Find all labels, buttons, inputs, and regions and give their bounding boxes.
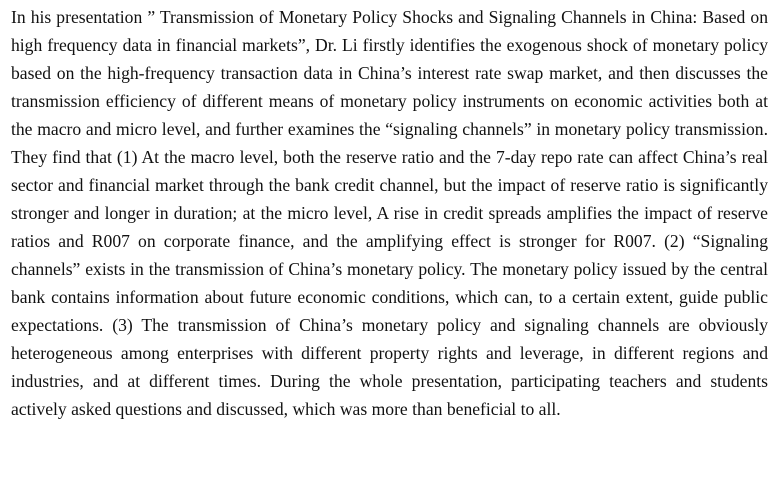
document-body: [11, 3, 768, 423]
body-paragraph: In his presentation ” Transmission of Monetary Policy Shocks and Signaling Channels in China: Based on high frequency data in financial markets”, Dr. Li firstly identifies the exogenous shock of monetary policy based on the high-frequency transaction data in China’s interest rate swap market, and then discusses the transmission efficiency of different means of monetary policy instruments on economic activities both at the macro and micro level, and further examines the “signaling channels” in monetary policy transmission. They find that (1) At the macro level, both the reserve ratio and the 7-day repo rate can affect China’s real sector and financial market through the bank credit channel, but the impact of reserve ratio is significantly stronger and longer in duration; at the micro level, A rise in credit spreads amplifies the impact of reserve ratios and R007 on corporate finance, and the amplifying effect is stronger for R007. (2) “Signaling channels” exists in the transmission of China’s monetary policy. The monetary policy issued by the central bank contains information about future economic conditions, which can, to a certain extent, guide public expectations. (3) The transmission of China’s monetary policy and signaling channels are obviously heterogeneous among enterprises with different property rights and leverage, in different regions and industries, and at different times. During the whole presentation, participating teachers and students actively asked questions and discussed, which was more than beneficial to all.: [11, 7, 768, 419]
